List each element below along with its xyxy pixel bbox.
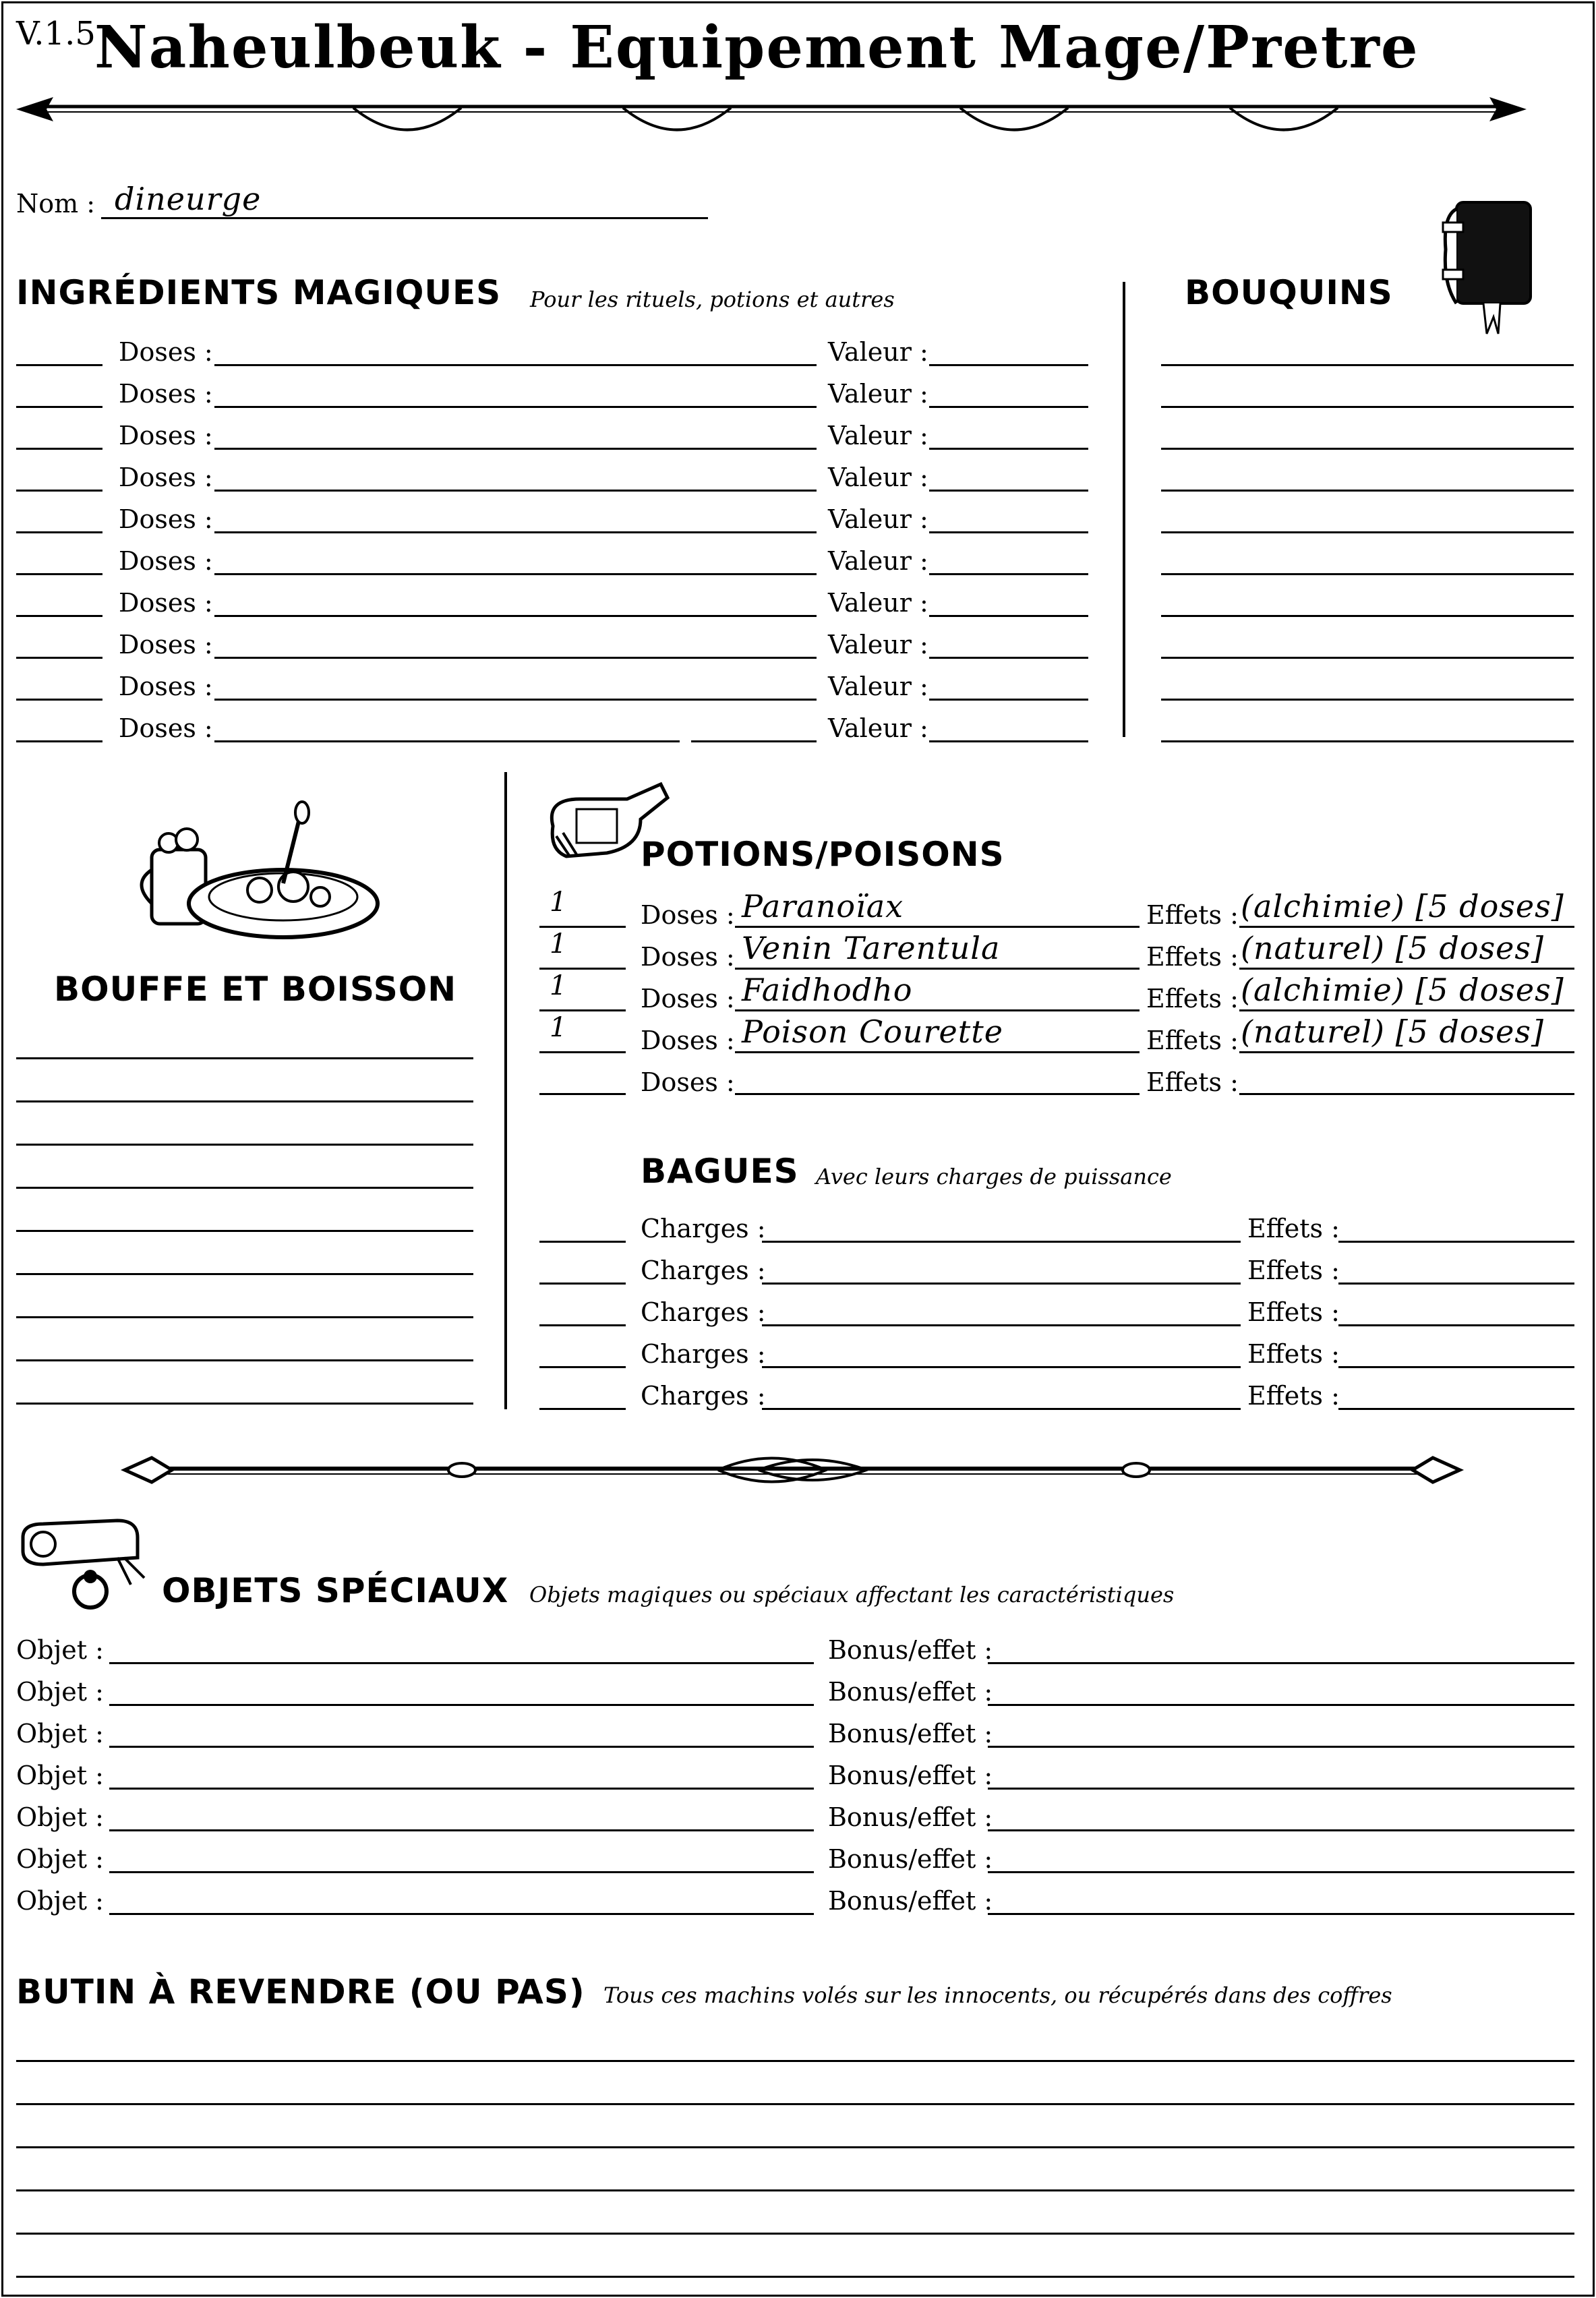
potion-effets-label: Effets :	[1146, 942, 1239, 972]
potion-name-field[interactable]	[735, 1093, 1140, 1095]
potion-qty-field[interactable]	[539, 1093, 626, 1095]
ingredient-valeur-field[interactable]	[929, 364, 1088, 366]
ingredients-title: INGRÉDIENTS MAGIQUES	[16, 273, 502, 312]
ingredient-valeur-field[interactable]	[929, 699, 1088, 701]
objet-bonus-field[interactable]	[988, 1788, 1574, 1790]
butin-field[interactable]	[16, 2103, 1574, 2105]
potion-qty-field[interactable]	[539, 968, 626, 970]
nom-label: Nom :	[16, 189, 96, 218]
bague-effets-field[interactable]	[1338, 1408, 1574, 1410]
bouffe-field[interactable]	[16, 1359, 473, 1361]
objets-title: OBJETS SPÉCIAUX	[162, 1571, 509, 1610]
objet-bonus-field[interactable]	[988, 1746, 1574, 1748]
bouquin-field[interactable]	[1161, 740, 1574, 742]
bouquin-field[interactable]	[1161, 657, 1574, 659]
bague-charges-label: Charges :	[641, 1339, 766, 1369]
ingredient-qty-field[interactable]	[16, 406, 102, 408]
potion-effets-label: Effets :	[1146, 984, 1239, 1013]
ingredient-qty-field[interactable]	[16, 740, 102, 742]
potion-qty-field[interactable]	[539, 1009, 626, 1011]
potion-effect-field[interactable]	[1239, 1051, 1574, 1053]
potion-doses-label: Doses :	[641, 1026, 735, 1055]
potion-qty[interactable]: 1	[550, 929, 568, 960]
bague-charges-field[interactable]	[762, 1241, 1241, 1243]
potion-qty[interactable]: 1	[550, 970, 568, 1001]
objet-bonus-field[interactable]	[988, 1704, 1574, 1706]
bague-effets-label: Effets :	[1247, 1214, 1340, 1243]
objet-bonus-label: Bonus/effet :	[828, 1761, 993, 1790]
ingredient-valeur-label: Valeur :	[828, 337, 928, 367]
ingredient-valeur-field[interactable]	[929, 531, 1088, 533]
ingredient-valeur-field[interactable]	[929, 740, 1088, 742]
ingredient-valeur-label: Valeur :	[828, 421, 928, 450]
potion-qty-field[interactable]	[539, 1051, 626, 1053]
ingredient-qty-field[interactable]	[16, 364, 102, 366]
potion-name[interactable]: Poison Courette	[742, 1013, 1003, 1050]
bague-qty-field[interactable]	[539, 1241, 626, 1243]
book-icon	[1436, 196, 1544, 337]
potion-qty[interactable]: 1	[550, 1012, 568, 1043]
ingredient-valeur-label: Valeur :	[828, 379, 928, 409]
objet-label: Objet :	[16, 1635, 104, 1665]
bague-effets-label: Effets :	[1247, 1339, 1340, 1369]
ingredient-doses-label: Doses :	[119, 672, 213, 701]
objet-bonus-field[interactable]	[988, 1913, 1574, 1915]
potion-name-field[interactable]	[735, 968, 1140, 970]
bouquin-field[interactable]	[1161, 364, 1574, 366]
objet-label: Objet :	[16, 1677, 104, 1707]
potion-name[interactable]: Paranoïax	[742, 888, 904, 924]
potion-doses-label: Doses :	[641, 1067, 735, 1097]
ingredient-doses-label: Doses :	[119, 463, 213, 492]
ingredient-qty-field[interactable]	[16, 531, 102, 533]
bouffe-field[interactable]	[16, 1144, 473, 1146]
ingredient-valeur-field[interactable]	[929, 448, 1088, 450]
objet-label: Objet :	[16, 1719, 104, 1748]
page-border	[1, 1, 1595, 2297]
objet-bonus-field[interactable]	[988, 1871, 1574, 1873]
objet-field[interactable]	[109, 1662, 814, 1664]
bague-charges-label: Charges :	[641, 1256, 766, 1285]
potions-title: POTIONS/POISONS	[641, 835, 1005, 874]
ingredient-doses-field[interactable]	[214, 657, 817, 659]
objet-bonus-label: Bonus/effet :	[828, 1635, 993, 1665]
bague-charges-field[interactable]	[762, 1324, 1241, 1326]
bague-effets-label: Effets :	[1247, 1381, 1340, 1411]
ingredient-qty-field[interactable]	[16, 657, 102, 659]
bouquin-field[interactable]	[1161, 573, 1574, 575]
bagues-note: Avec leurs charges de puissance	[816, 1164, 1172, 1189]
ingredient-qty-field[interactable]	[16, 490, 102, 492]
ingredient-doses-label: Doses :	[119, 379, 213, 409]
potion-effect-field[interactable]	[1239, 926, 1574, 928]
objet-label: Objet :	[16, 1844, 104, 1874]
objet-bonus-field[interactable]	[988, 1829, 1574, 1831]
ingredient-doses-field[interactable]	[214, 699, 817, 701]
column-divider	[504, 772, 507, 1409]
scroll-ring-icon	[16, 1510, 158, 1618]
staff-divider-icon	[125, 1443, 1460, 1497]
potion-qty[interactable]: 1	[550, 887, 568, 918]
objet-bonus-label: Bonus/effet :	[828, 1719, 993, 1748]
bague-effets-field[interactable]	[1338, 1241, 1574, 1243]
potion-effect[interactable]: (naturel) [5 doses]	[1241, 1013, 1544, 1050]
version-label: V.1.5	[16, 15, 96, 53]
ingredient-qty-field[interactable]	[16, 615, 102, 617]
potion-name[interactable]: Venin Tarentula	[742, 930, 1001, 966]
potion-name-field[interactable]	[735, 1009, 1140, 1011]
ingredient-valeur-label: Valeur :	[828, 672, 928, 701]
bouquin-field[interactable]	[1161, 448, 1574, 450]
ingredient-valeur-label: Valeur :	[828, 588, 928, 618]
objet-field[interactable]	[109, 1913, 814, 1915]
bouffe-field[interactable]	[16, 1187, 473, 1189]
ingredient-doses-field[interactable]	[214, 364, 817, 366]
bague-effets-field[interactable]	[1338, 1366, 1574, 1368]
objets-note: Objets magiques ou spéciaux affectant les caractéristiques	[529, 1582, 1175, 1608]
potion-effect-field[interactable]	[1239, 1009, 1574, 1011]
ingredient-doses-field[interactable]	[214, 531, 817, 533]
butin-field[interactable]	[16, 2189, 1574, 2191]
ingredient-doses-field[interactable]	[214, 740, 680, 742]
bague-effets-label: Effets :	[1247, 1256, 1340, 1285]
column-divider	[1123, 282, 1125, 737]
objet-field[interactable]	[109, 1704, 814, 1706]
objet-bonus-label: Bonus/effet :	[828, 1677, 993, 1707]
bouffe-field[interactable]	[16, 1057, 473, 1059]
butin-field[interactable]	[16, 2146, 1574, 2148]
bouquin-field[interactable]	[1161, 531, 1574, 533]
bague-qty-field[interactable]	[539, 1324, 626, 1326]
ingredients-note: Pour les rituels, potions et autres	[530, 287, 895, 312]
butin-title: BUTIN À REVENDRE (OU PAS)	[16, 1972, 585, 2011]
potion-effets-label: Effets :	[1146, 1067, 1239, 1097]
nom-value[interactable]: dineurge	[115, 181, 262, 217]
bague-qty-field[interactable]	[539, 1283, 626, 1285]
potion-name-field[interactable]	[735, 926, 1140, 928]
bague-qty-field[interactable]	[539, 1366, 626, 1368]
ingredient-doses-field[interactable]	[214, 573, 817, 575]
bagues-title: BAGUES	[641, 1152, 799, 1191]
butin-field[interactable]	[16, 2060, 1574, 2062]
bague-effets-field[interactable]	[1338, 1283, 1574, 1285]
ingredient-doses-label: Doses :	[119, 546, 213, 576]
objet-bonus-field[interactable]	[988, 1662, 1574, 1664]
bague-effets-label: Effets :	[1247, 1297, 1340, 1327]
ingredient-doses-label: Doses :	[119, 421, 213, 450]
ingredient-doses-label: Doses :	[119, 337, 213, 367]
potion-name[interactable]: Faidhodho	[742, 972, 913, 1008]
objet-bonus-label: Bonus/effet :	[828, 1886, 993, 1916]
bouffe-field[interactable]	[16, 1316, 473, 1318]
bague-charges-field[interactable]	[762, 1408, 1241, 1410]
bague-qty-field[interactable]	[539, 1408, 626, 1410]
potion-effect-field[interactable]	[1239, 968, 1574, 970]
bouffe-field[interactable]	[16, 1230, 473, 1232]
potion-effets-label: Effets :	[1146, 1026, 1239, 1055]
bouquins-title: BOUQUINS	[1185, 273, 1393, 312]
potion-effect[interactable]: (alchimie) [5 doses]	[1241, 888, 1564, 924]
bague-charges-field[interactable]	[762, 1283, 1241, 1285]
objet-field[interactable]	[109, 1788, 814, 1790]
bouffe-title: BOUFFE ET BOISSON	[54, 970, 457, 1009]
ingredient-doses-field[interactable]	[691, 740, 817, 742]
potion-doses-label: Doses :	[641, 942, 735, 972]
potion-effets-label: Effets :	[1146, 900, 1239, 930]
ingredient-valeur-field[interactable]	[929, 657, 1088, 659]
page-title: Naheulbeuk - Equipement Mage/Pretre	[94, 13, 1419, 82]
ingredient-valeur-field[interactable]	[929, 573, 1088, 575]
food-icon	[138, 802, 381, 944]
bague-charges-label: Charges :	[641, 1297, 766, 1327]
ingredient-qty-field[interactable]	[16, 448, 102, 450]
bague-effets-field[interactable]	[1338, 1324, 1574, 1326]
ingredient-doses-field[interactable]	[214, 615, 817, 617]
ingredient-valeur-field[interactable]	[929, 406, 1088, 408]
ingredient-valeur-label: Valeur :	[828, 713, 928, 743]
bague-charges-label: Charges :	[641, 1214, 766, 1243]
ingredient-valeur-label: Valeur :	[828, 630, 928, 659]
bouffe-field[interactable]	[16, 1100, 473, 1102]
potion-qty-field[interactable]	[539, 926, 626, 928]
bouquin-field[interactable]	[1161, 490, 1574, 492]
bouquin-field[interactable]	[1161, 406, 1574, 408]
potion-name-field[interactable]	[735, 1051, 1140, 1053]
ingredient-valeur-label: Valeur :	[828, 463, 928, 492]
bague-charges-label: Charges :	[641, 1381, 766, 1411]
butin-field[interactable]	[16, 2276, 1574, 2278]
ingredient-doses-field[interactable]	[214, 448, 817, 450]
potion-effect-field[interactable]	[1239, 1093, 1574, 1095]
ingredient-valeur-label: Valeur :	[828, 504, 928, 534]
objet-field[interactable]	[109, 1829, 814, 1831]
ingredient-doses-field[interactable]	[214, 406, 817, 408]
bague-charges-field[interactable]	[762, 1366, 1241, 1368]
ingredient-valeur-label: Valeur :	[828, 546, 928, 576]
ingredient-doses-label: Doses :	[119, 630, 213, 659]
ingredient-qty-field[interactable]	[16, 699, 102, 701]
objet-bonus-label: Bonus/effet :	[828, 1844, 993, 1874]
butin-note: Tous ces machins volés sur les innocents, ou récupérés dans des coffres	[603, 1982, 1392, 2008]
objet-field[interactable]	[109, 1746, 814, 1748]
bouquin-field[interactable]	[1161, 615, 1574, 617]
objet-label: Objet :	[16, 1802, 104, 1832]
ingredient-qty-field[interactable]	[16, 573, 102, 575]
objet-label: Objet :	[16, 1886, 104, 1916]
objet-label: Objet :	[16, 1761, 104, 1790]
bouffe-field[interactable]	[16, 1273, 473, 1275]
ingredient-doses-label: Doses :	[119, 713, 213, 743]
potion-doses-label: Doses :	[641, 984, 735, 1013]
butin-field[interactable]	[16, 2233, 1574, 2235]
ingredient-doses-field[interactable]	[214, 490, 817, 492]
potion-doses-label: Doses :	[641, 900, 735, 930]
bouffe-field[interactable]	[16, 1403, 473, 1405]
potion-effect[interactable]: (alchimie) [5 doses]	[1241, 972, 1564, 1008]
ingredient-valeur-field[interactable]	[929, 615, 1088, 617]
ingredient-valeur-field[interactable]	[929, 490, 1088, 492]
objet-field[interactable]	[109, 1871, 814, 1873]
ingredient-doses-label: Doses :	[119, 504, 213, 534]
potion-effect[interactable]: (naturel) [5 doses]	[1241, 930, 1544, 966]
nom-field-line	[101, 217, 708, 219]
sword-divider-icon	[16, 88, 1527, 148]
ingredient-doses-label: Doses :	[119, 588, 213, 618]
objet-bonus-label: Bonus/effet :	[828, 1802, 993, 1832]
bouquin-field[interactable]	[1161, 699, 1574, 701]
